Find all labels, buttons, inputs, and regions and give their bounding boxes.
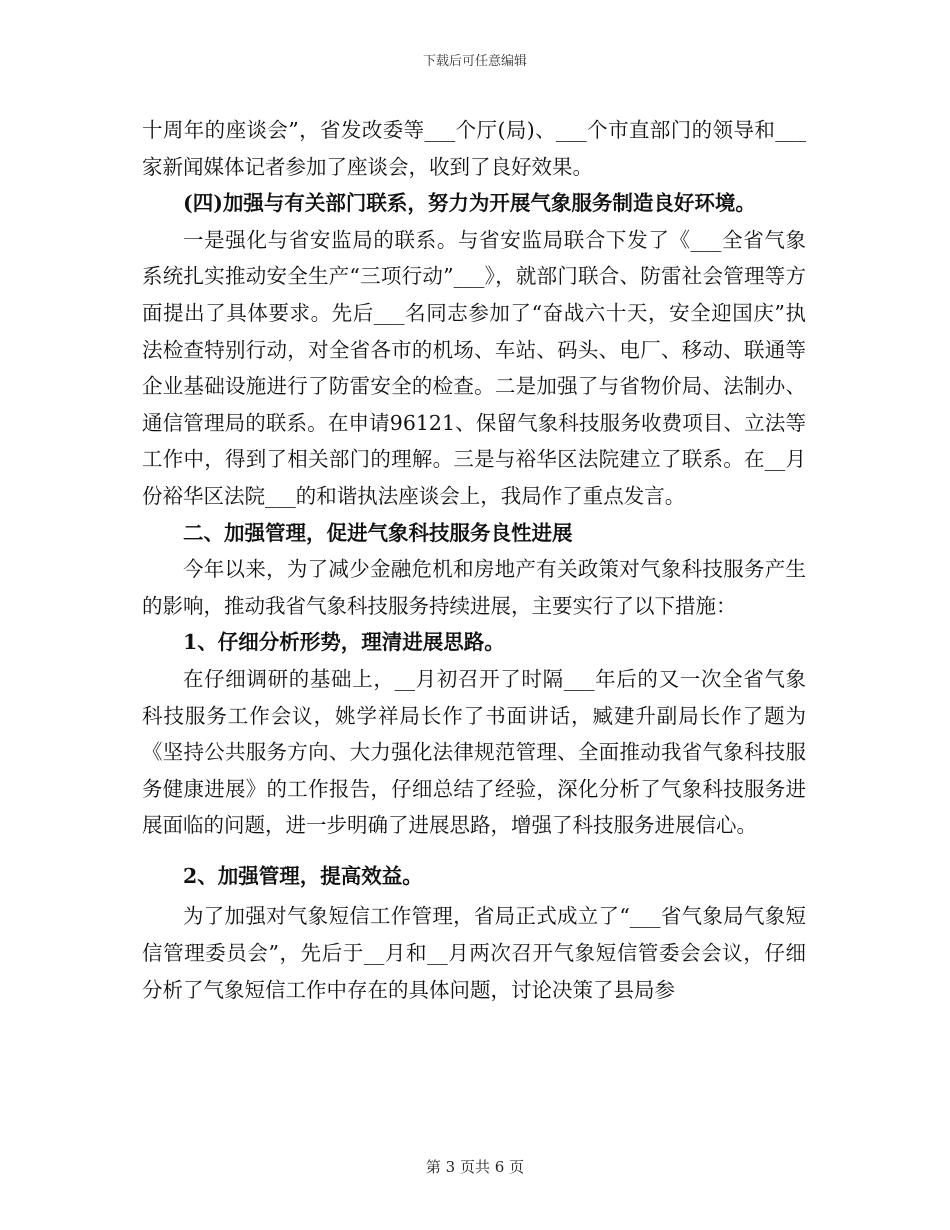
paragraph-measures-intro: 今年以来，为了减少金融危机和房地产有关政策对气象科技服务产生的影响，推动我省气象科技服务持续进展，主要实行了以下措施： <box>142 557 806 618</box>
section-heading-2: 二、加强管理，促进气象科技服务良性进展 <box>183 520 573 545</box>
subheading-2: 2、加强管理，提高效益。 <box>183 863 423 888</box>
paragraph-conference: 在仔细调研的基础上，__月初召开了时隔___年后的又一次全省气象科技服务工作会议，姚学祥局长作了书面讲话，臧建升副局长作了题为《坚持公共服务方向、大力强化法律规范管理、全面推动我省气象科技服务健康进展》的工作报告，仔细总结了经验，深化分析了气象科技服务进展面临的问题，进一步明确了进展思路，增强了科技服务进展信心。 <box>142 666 806 838</box>
page-number: 第 3 页共 6 页 <box>425 1158 525 1176</box>
paragraph-continued: 十周年的座谈会”，省发改委等___个厅(局)、___个市直部门的领导和___家新闻媒体记者参加了座谈会，收到了良好效果。 <box>142 118 806 179</box>
paragraph-departments: 一是强化与省安监局的联系。与省安监局联合下发了《___全省气象系统扎实推动安全生产“三项行动”___》，就部门联合、防雷社会管理等方面提出了具体要求。先后___名同志参加了“奋战六十天，安全迎国庆”执法检查特别行动，对全省各市的机场、车站、码头、电厂、移动、联通等企业基础设施进行了防雷安全的检查。二是加强了与省物价局、法制办、通信管理局的联系。在申请96121、保留气象科技服务收费项目、立法等工作中，得到了相关部门的理解。三是与裕华区法院建立了联系。在__月份裕华区法院___的和谐执法座谈会上，我局作了重点发言。 <box>142 227 806 508</box>
document-body <box>142 112 806 1008</box>
subheading-1: 1、仔细分析形势，理清进展思路。 <box>183 630 505 655</box>
page-header: 下载后可任意编辑 <box>422 54 527 69</box>
paragraph-sms-management: 为了加强对气象短信工作管理，省局正式成立了“___省气象局气象短信管理委员会”，先后于__月和__月两次召开气象短信管委会会议，仔细分析了气象短信工作中存在的具体问题，讨论决策了县局参 <box>142 904 806 1002</box>
section-heading-4: (四)加强与有关部门联系，努力为开展气象服务制造良好环境。 <box>183 191 756 216</box>
